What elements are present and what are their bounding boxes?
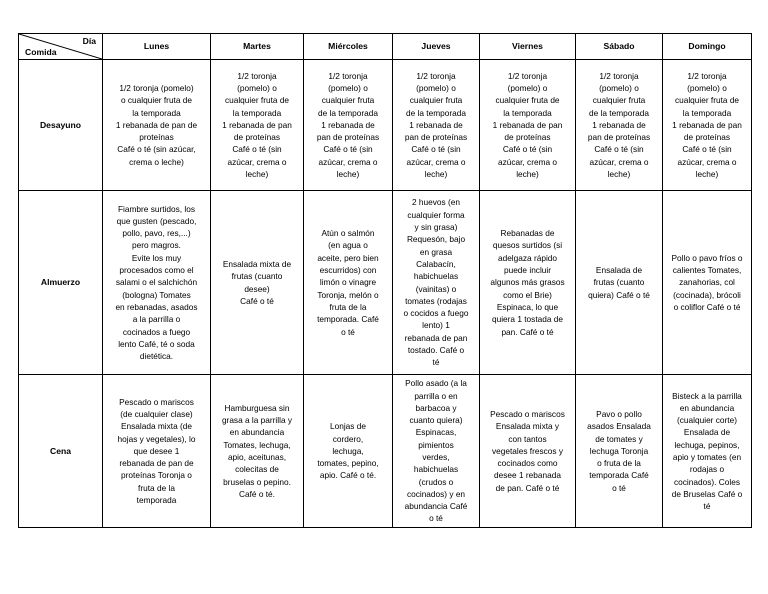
meal-label-cena: Cena: [19, 375, 103, 528]
table-cell: Fiambre surtidos, los que gusten (pescado, pollo, pavo, res,...) pero magros. Evite los muy procesados como el salami o el salchichón (bologna) Tomates en rebanadas, asados a la parrilla o cocinados a fuego lento Café, té o soda dietética.: [103, 191, 211, 375]
day-header-monday: Lunes: [103, 34, 211, 60]
corner-day-label: Día: [82, 36, 96, 46]
header-row: [19, 34, 752, 60]
corner-header-cell: [19, 34, 103, 60]
corner-meal-label: Comida: [25, 46, 57, 57]
meal-label-almuerzo: Almuerzo: [19, 191, 103, 375]
table-cell: 2 huevos (en cualquier forma y sin grasa) Requesón, bajo en grasa Calabacín, habichuelas (vainitas) o tomates (rodajas o cocidos a fuego lento) 1 rebanada de pan tostado. Café o té: [393, 191, 480, 375]
table-cell: 1/2 toronja (pomelo) o cualquier fruta de la temporada 1 rebanada de pan de proteínas Café o té (sin azúcar, crema o leche): [480, 60, 576, 191]
table-cell: Pollo asado (a la parrilla o en barbacoa y cuanto quiera) Espinacas, pimientos verdes, habichuelas (crudos o cocinados) y en abundancia Café o té: [393, 375, 480, 528]
table-cell: Pescado o mariscos Ensalada mixta y con tantos vegetales frescos y cocinados como desee 1 rebanada de pan. Café o té: [480, 375, 576, 528]
day-header-saturday: Sábado: [576, 34, 663, 60]
meal-plan-table: [18, 33, 752, 528]
table-cell: 1/2 toronja (pomelo) o cualquier fruta de la temporada 1 rebanada de pan de proteínas Café o té (sin azúcar, crema o leche): [304, 60, 393, 191]
table-row-cena: [19, 375, 752, 528]
day-header-friday: Viernes: [480, 34, 576, 60]
table-cell: 1/2 toronja (pomelo) o cualquier fruta de la temporada 1 rebanada de pan de proteínas Café o té (sin azúcar, crema o leche): [393, 60, 480, 191]
meal-label-desayuno: Desayuno: [19, 60, 103, 191]
day-header-wednesday: Miércoles: [304, 34, 393, 60]
table-cell: Ensalada mixta de frutas (cuanto desee) Café o té: [211, 191, 304, 375]
table-cell: Pollo o pavo fríos o calientes Tomates, zanahorias, col (cocinada), brócoli o coliflor Café o té: [663, 191, 752, 375]
table-cell: 1/2 toronja (pomelo) o cualquier fruta de la temporada 1 rebanada de pan de proteínas Café o té (sin azúcar, crema o leche): [211, 60, 304, 191]
table-cell: Ensalada de frutas (cuanto quiera) Café o té: [576, 191, 663, 375]
table-cell: Bisteck a la parrilla en abundancia (cualquier corte) Ensalada de lechuga, pepinos, apio y tomates (en rodajas o cocinados). Coles de Bruselas Café o té: [663, 375, 752, 528]
table-cell: Atún o salmón (en agua o aceite, pero bien escurridos) con limón o vinagre Toronja, melón o fruta de la temporada. Café o té: [304, 191, 393, 375]
day-header-thursday: Jueves: [393, 34, 480, 60]
table-cell: 1/2 toronja (pomelo) o cualquier fruta de la temporada 1 rebanada de pan de proteínas Café o té (sin azúcar, crema o leche): [663, 60, 752, 191]
table-cell: Pavo o pollo asados Ensalada de tomates y lechuga Toronja o fruta de la temporada Café o té: [576, 375, 663, 528]
table-row-desayuno: [19, 60, 752, 191]
day-header-sunday: Domingo: [663, 34, 752, 60]
table-cell: 1/2 toronja (pomelo) o cualquier fruta de la temporada 1 rebanada de pan de proteínas Café o té (sin azúcar, crema o leche): [576, 60, 663, 191]
table-cell: Rebanadas de quesos surtidos (si adelgaza rápido puede incluir algunos más grasos como el Brie) Espinaca, lo que quiera 1 tostada de pan. Café o té: [480, 191, 576, 375]
table-cell: Lonjas de cordero, lechuga, tomates, pepino, apio. Café o té.: [304, 375, 393, 528]
table-cell: Hamburguesa sin grasa a la parrilla y en abundancia Tomates, lechuga, apio, aceitunas, colecitas de bruselas o pepino. Café o té.: [211, 375, 304, 528]
table-cell: Pescado o mariscos (de cualquier clase) Ensalada mixta (de hojas y vegetales), lo que desee 1 rebanada de pan de proteínas Toronja o fruta de la temporada: [103, 375, 211, 528]
table-row-almuerzo: [19, 191, 752, 375]
table-cell: 1/2 toronja (pomelo) o cualquier fruta de la temporada 1 rebanada de pan de proteínas Café o té (sin azúcar, crema o leche): [103, 60, 211, 191]
day-header-tuesday: Martes: [211, 34, 304, 60]
